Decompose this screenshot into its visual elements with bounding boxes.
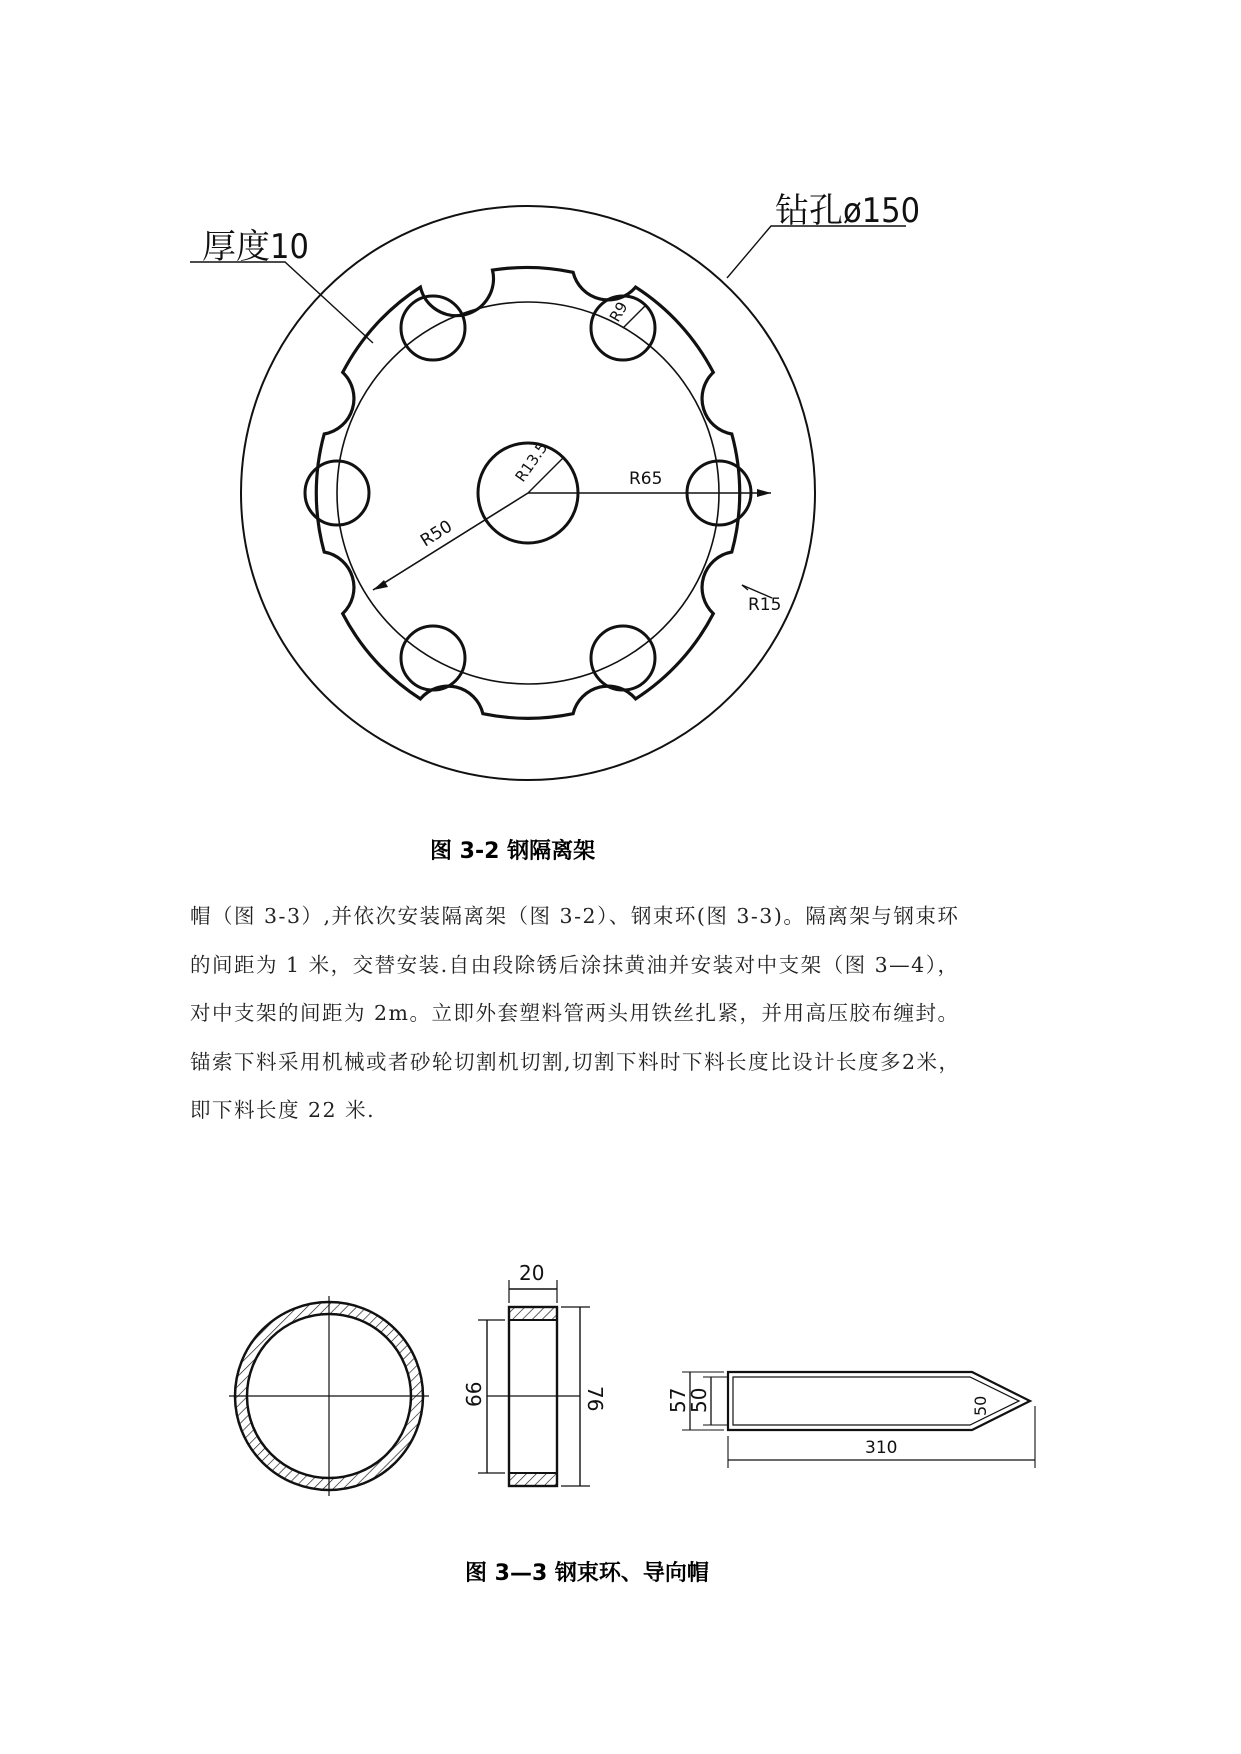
ring-outer-height-label: 76 [583, 1386, 607, 1412]
r50-dimension-line [373, 493, 528, 590]
thickness-leader [190, 262, 373, 343]
ring-inner-height-label: 66 [462, 1381, 486, 1407]
cap-tip-50-label: 50 [971, 1395, 990, 1416]
paragraph-line: 即下料长度 22 米. [190, 1098, 376, 1122]
cap-length-label: 310 [865, 1438, 898, 1458]
steel-ring-front-view [229, 1296, 430, 1500]
figure-3-3-drawing [0, 1230, 1241, 1530]
body-paragraph [190, 892, 1070, 1135]
steel-ring-side-view [478, 1280, 590, 1486]
figure-3-3-caption: 图 3—3 钢束环、导向帽 [465, 1561, 709, 1586]
paragraph-line: 的间距为 1 米，交替安装.自由段除锈后涂抹黄油并安装对中支架（图 3—4）， [190, 952, 960, 977]
cap-dim-57-label: 57 [666, 1387, 690, 1413]
thickness-label: 厚度10 [202, 227, 309, 267]
figure-3-2-caption: 图 3-2 钢隔离架 [430, 839, 596, 864]
r9-label: R9 [605, 298, 632, 325]
r65-label: R65 [629, 469, 663, 489]
paragraph-line: 对中支架的间距为 2m。立即外套塑料管两头用铁丝扎紧，并用高压胶布缠封。 [190, 1001, 960, 1025]
ring-width-label: 20 [519, 1261, 545, 1285]
guide-cap-drawing [682, 1372, 1035, 1468]
cap-dim-50-label: 50 [687, 1387, 711, 1413]
r50-label: R50 [417, 516, 457, 552]
figure-3-2-drawing [0, 0, 1241, 800]
drill-hole-label: 钻孔ø150 [775, 191, 921, 231]
paragraph-line: 帽（图 3-3）,并依次安装隔离架（图 3-2）、钢束环(图 3-3)。隔离架与钢束环 [190, 904, 960, 928]
drill-hole-leader [727, 226, 906, 278]
r13-5-label: R13.5 [511, 439, 552, 486]
r15-label: R15 [748, 595, 782, 615]
paragraph-line: 锚索下料采用机械或者砂轮切割机切割,切割下料时下料长度比设计长度多2米， [190, 1049, 961, 1074]
